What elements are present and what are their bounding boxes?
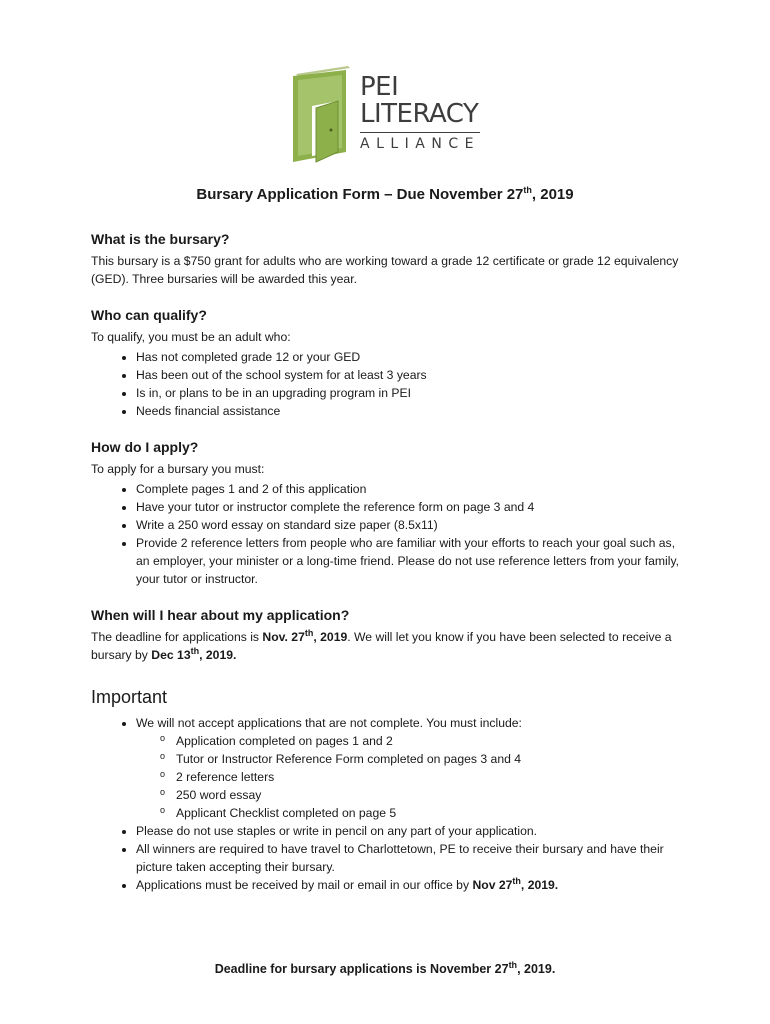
section-important	[91, 686, 691, 894]
heading-when: When will I hear about my application?	[91, 607, 350, 623]
logo-line-literacy: LITERACY	[360, 99, 479, 129]
important-list	[91, 714, 691, 894]
list-item: • Has been out of the school system for at least 3 years	[136, 366, 691, 384]
who-intro: To qualify, you must be an adult who:	[91, 330, 291, 344]
when-text-1: The deadline for applications is	[91, 630, 263, 644]
footer-sup: th	[508, 959, 518, 970]
received-by-date-sup: th	[512, 875, 521, 886]
notify-date-tail: , 2019.	[199, 648, 237, 662]
heading-important: Important	[91, 687, 168, 707]
section-when	[91, 606, 691, 664]
list-item: • Please do not use staples or write in pencil on any part of your application.	[136, 822, 691, 840]
list-item	[136, 714, 691, 822]
list-item: • Needs financial assistance	[136, 402, 691, 420]
footer-text: Deadline for bursary applications is November 27	[214, 962, 509, 976]
section-how	[91, 438, 691, 588]
logo-line-pei: PEI	[360, 72, 399, 102]
list-item: • All winners are required to have travel to Charlottetown, PE to receive their bursary and have their picture taken accepting their bursary.	[136, 840, 691, 876]
form-content	[91, 230, 691, 894]
sub-list-item: o Applicant Checklist completed on page 5	[176, 804, 691, 822]
deadline-date	[262, 627, 348, 644]
list-item: • Complete pages 1 and 2 of this application	[136, 480, 691, 498]
sub-list-item: o 250 word essay	[176, 786, 691, 804]
sub-list-item: o Tutor or Instructor Reference Form completed on pages 3 and 4	[176, 750, 691, 768]
how-list	[91, 480, 691, 588]
title-sup: th	[523, 185, 532, 195]
notify-date	[151, 645, 237, 662]
section-what	[91, 230, 691, 288]
page-title	[0, 186, 770, 203]
footer-deadline	[0, 959, 770, 976]
heading-who: Who can qualify?	[91, 307, 207, 323]
how-intro: To apply for a bursary you must:	[91, 462, 265, 476]
received-by-date	[472, 875, 559, 892]
when-body	[91, 628, 691, 664]
important-item-1: We will not accept applications that are not complete. You must include:	[136, 716, 522, 730]
sub-list-item: o Application completed on pages 1 and 2	[176, 732, 691, 750]
title-tail: , 2019	[531, 186, 574, 203]
deadline-date-text: Nov. 27	[262, 630, 305, 644]
deadline-date-sup: th	[304, 627, 314, 638]
received-by-date-text: Nov 27	[472, 878, 513, 892]
list-item	[136, 876, 691, 894]
footer-tail: , 2019.	[517, 962, 556, 976]
important-item-4-text: Applications must be received by mail or email in our office by	[136, 878, 473, 892]
list-item: • Has not completed grade 12 or your GED	[136, 348, 691, 366]
deadline-date-tail: , 2019	[313, 630, 348, 644]
sub-list-item: o 2 reference letters	[176, 768, 691, 786]
list-item: • Provide 2 reference letters from people who are familiar with your efforts to reach your goal such as, an employer, your minister or a long-time friend. Please do not use reference letters from your family, your tutor or instructor.	[136, 534, 691, 588]
required-items-list	[136, 732, 691, 822]
section-who	[91, 306, 691, 420]
received-by-date-tail: , 2019.	[520, 878, 559, 892]
logo	[290, 66, 490, 166]
list-item: • Have your tutor or instructor complete the reference form on page 3 and 4	[136, 498, 691, 516]
logo-wordmark	[360, 74, 480, 152]
logo-line-alliance: ALLIANCE	[360, 132, 480, 152]
when-text-2: . We will let you know if you have been selected to receive a bursary by	[91, 630, 672, 662]
notify-date-sup: th	[190, 645, 200, 656]
who-list	[91, 348, 691, 420]
book-door-icon	[290, 66, 360, 166]
heading-how: How do I apply?	[91, 439, 199, 455]
notify-date-text: Dec 13	[151, 648, 191, 662]
what-body: This bursary is a $750 grant for adults who are working toward a grade 12 certificate or grade 12 equivalency (GED). Three bursaries will be awarded this year.	[91, 254, 679, 286]
list-item: • Write a 250 word essay on standard size paper (8.5x11)	[136, 516, 691, 534]
heading-what: What is the bursary?	[91, 231, 230, 247]
title-text: Bursary Application Form – Due November 27	[196, 186, 524, 203]
list-item: • Is in, or plans to be in an upgrading program in PEI	[136, 384, 691, 402]
